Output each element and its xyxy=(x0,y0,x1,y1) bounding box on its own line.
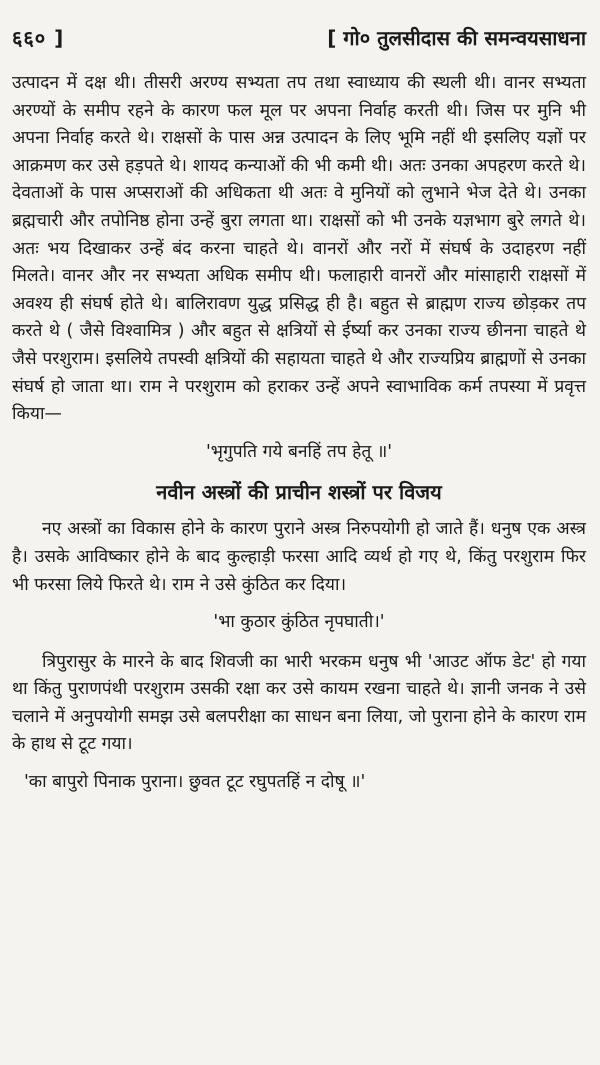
body-paragraph-1: उत्पादन में दक्ष थी। तीसरी अरण्य सभ्यता तप तथा स्वाध्याय की स्थली थी। वानर सभ्यता अरण्यों के समीप रहने के कारण फल मूल पर अपना निर्वाह करती थी। जिस पर मुनि भी अपना निर्वाह करते थे। राक्षसों के पास अन्न उत्पादन के लिए भूमि नहीं थी इसलिए यज्ञों पर आक्रमण कर उसे हड़पते थे। शायद कन्याओं की भी कमी थी। अतः उनका अपहरण करते थे। देवताओं के पास अप्सराओं की अधिकता थी अतः वे मुनियों को लुभाने भेज देते थे। उनका ब्रह्मचारी और तपोनिष्ठ होना उन्हें बुरा लगता था। राक्षसों को भी उनके यज्ञभाग बुरे लगते थे। अतः भय दिखाकर उन्हें बंद करना चाहते थे। वानरों और नरों में संघर्ष के उदाहरण नहीं मिलते। वानर और नर सभ्यता अधिक समीप थी। फलाहारी वानरों और मांसाहारी राक्षसों में अवश्य ही संघर्ष होते थे। बालिरावण युद्ध प्रसिद्ध ही है। बहुत से ब्राह्मण राज्य छोड़कर तप करते थे ( जैसे विश्वामित्र ) और बहुत से क्षत्रियों से ईर्ष्या कर उनका राज्य छीनना चाहते थे जैसे परशुराम। इसलिये तपस्वी क्षत्रियों की सहायता चाहते थे और राज्यप्रिय ब्राह्मणों से उनका संघर्ष हो जाता था। राम ने परशुराम को हराकर उन्हें अपने स्वाभाविक कर्म तपस्या में प्रवृत्त किया— xyxy=(12,73,586,425)
page-number: ६६० ] xyxy=(12,26,65,50)
page-header xyxy=(12,24,586,70)
body-paragraph-3: त्रिपुरासुर के मारने के बाद शिवजी का भारी भरकम धनुष भी 'आउट ऑफ डेट' हो गया था किंतु पुराणपंथी परशुराम उसकी रक्षा कर उसे कायम रखना चाहते थे। ज्ञानी जनक ने उसे चलाने में अनुपयोगी समझ उसे बलपरीक्षा का साधन बना लिया, जो पुराना होने के कारण राम के हाथ से टूट गया। xyxy=(12,651,586,755)
running-title: [ गो० तुलसीदास की समन्वयसाधना xyxy=(327,26,586,50)
section-heading: नवीन अस्त्रों की प्राचीन शस्त्रों पर विजय xyxy=(156,480,442,505)
verse-quote-1: 'भृगुपति गये बनहिं तप हेतू ॥' xyxy=(205,441,393,462)
body-paragraph-2: नए अस्त्रों का विकास होने के कारण पुराने अस्त्र निरुपयोगी हो जाते हैं। धनुष एक अस्त्र है। उसके आविष्कार होने के बाद कुल्हाड़ी फरसा आदि व्यर्थ हो गए थे, किंतु परशुराम फिर भी फरसा लिये फिरते थे। राम ने उसे कुंठित कर दिया। xyxy=(12,519,586,595)
verse-quote-3: 'का बापुरो पिनाक पुराना। छुवत टूट रघुपतहिं न दोषू ॥' xyxy=(24,772,366,793)
verse-quote-2: 'भा कुठार कुंठित नृपघाती।' xyxy=(213,612,385,633)
